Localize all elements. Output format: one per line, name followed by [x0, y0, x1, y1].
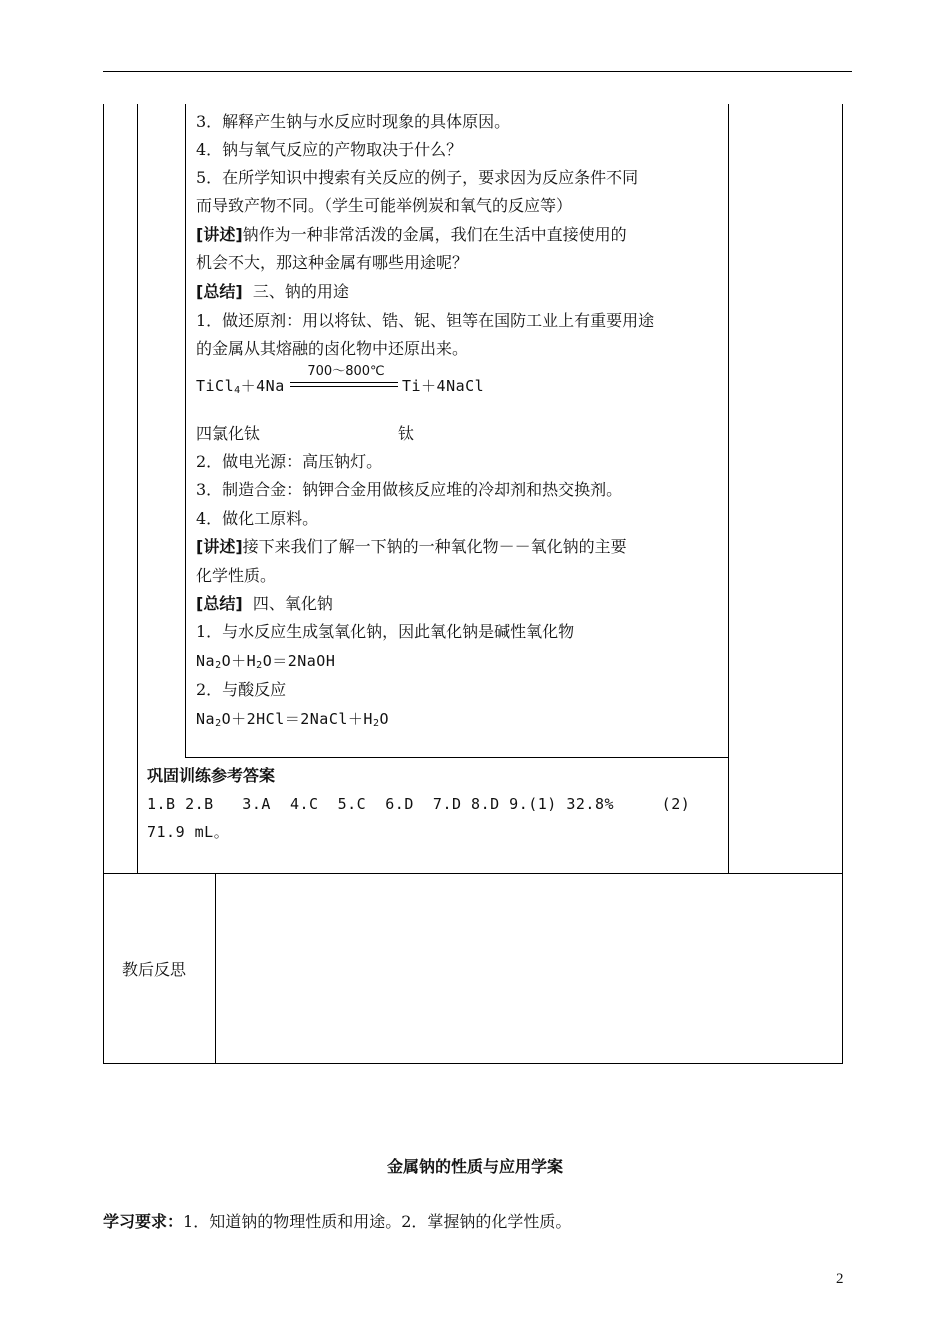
content-line: 1．与水反应生成氢氧化钠，因此氧化钠是碱性氧化物 [196, 622, 575, 641]
content-line: 2．做电光源：高压钠灯。 [196, 452, 383, 471]
content-line: 的金属从其熔融的卤化物中还原出来。 [196, 339, 469, 358]
answers-line: 1.B 2.B 3.A 4.C 5.C 6.D 7.D 8.D 9.(1) 32.8% (2) [147, 795, 691, 813]
requirements-label: 学习要求： [103, 1212, 184, 1231]
table-border-right [842, 104, 843, 1064]
content-line: 1．做还原剂：用以将钛、锆、铌、钽等在国防工业上有重要用途 [196, 311, 655, 330]
content-line: [讲述]接下来我们了解一下钠的一种氧化物－－氧化钠的主要 [196, 537, 627, 556]
table-row-divider-1 [185, 757, 729, 758]
compound-name: 四氯化钛 [196, 424, 261, 443]
content-line: 5．在所学知识中搜索有关反应的例子，要求因为反应条件不同 [196, 168, 639, 187]
reaction-condition: 700～800℃ [307, 364, 385, 379]
equation-na2o-acid: $Na_2O+2HCl=2NaCl+H_2O$ [196, 710, 389, 729]
answers-line: 71.9 mL。 [147, 823, 230, 841]
equation-ticl4-left: TiCl$_4$＋4Na [196, 377, 285, 396]
reaction-arrow-line [290, 382, 398, 383]
answers-heading: 巩固训练参考答案 [147, 766, 276, 785]
section-heading: 三、钠的用途 [242, 282, 349, 301]
summary-tag: [总结] [196, 282, 243, 301]
reflection-area[interactable] [216, 874, 842, 1063]
table-border-left [103, 104, 104, 1064]
lecture-tag: [讲述] [196, 537, 243, 556]
reaction-arrow-line [290, 386, 398, 387]
page-title: 金属钠的性质与应用学案 [386, 1157, 563, 1176]
equation-ticl4-right: Ti＋4NaCl [402, 377, 485, 395]
table-inner-line-2 [185, 104, 186, 758]
content-line: 机会不大，那这种金属有哪些用途呢？ [196, 253, 469, 272]
content-line: 4．做化工原料。 [196, 509, 319, 528]
content-line: [讲述]钠作为一种非常活泼的金属，我们在生活中直接使用的 [196, 225, 627, 244]
content-line: 4．钠与氧气反应的产物取决于什么？ [196, 140, 463, 159]
content-line: 3．制造合金：钠钾合金用做核反应堆的冷却剂和热交换剂。 [196, 480, 623, 499]
learning-requirements: 学习要求：1．知道钠的物理性质和用途。2．掌握钠的化学性质。 [103, 1212, 572, 1231]
table-border-bottom [103, 1063, 843, 1064]
lecture-tag: [讲述] [196, 225, 243, 244]
equation-na2o-water: $Na_2O+H_2O=2NaOH$ [196, 652, 336, 671]
section-heading: 四、氧化钠 [242, 594, 333, 613]
content-line: 2．与酸反应 [196, 680, 287, 699]
compound-name: 钛 [398, 424, 415, 443]
page-number: 2 [836, 1271, 844, 1287]
content-line: 而导致产物不同。（学生可能举例炭和氧气的反应等） [196, 196, 573, 215]
content-line: 化学性质。 [196, 566, 277, 585]
summary-tag: [总结] [196, 594, 243, 613]
reflection-label: 教后反思 [122, 960, 187, 979]
header-rule [103, 71, 852, 72]
content-line [196, 278, 349, 306]
content-line [196, 590, 333, 618]
table-inner-line-1 [137, 104, 138, 873]
content-line: 3．解释产生钠与水反应时现象的具体原因。 [196, 112, 511, 131]
